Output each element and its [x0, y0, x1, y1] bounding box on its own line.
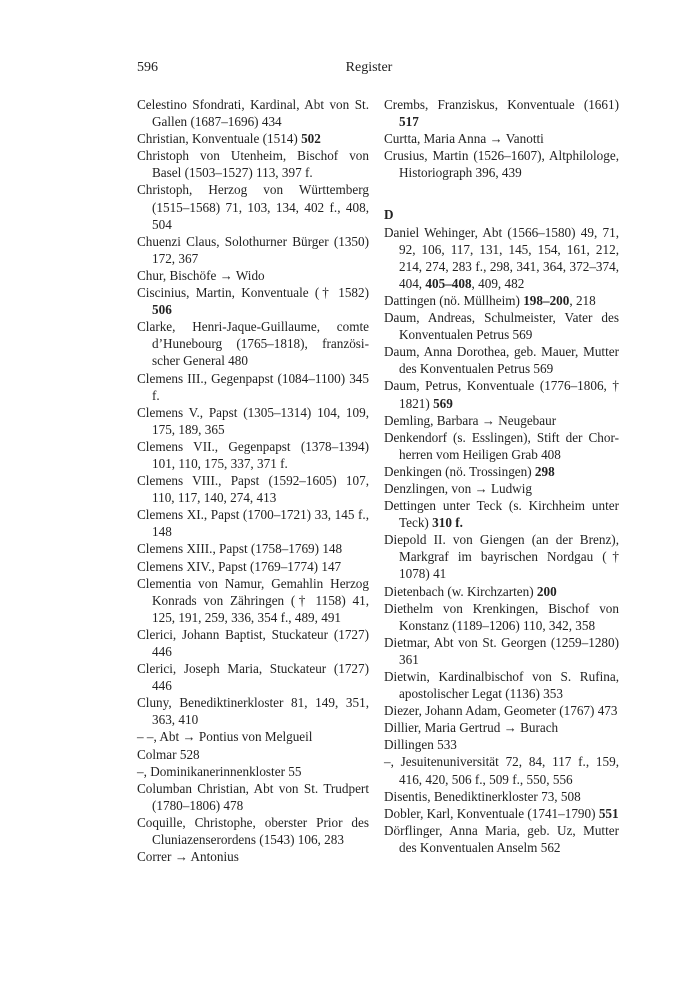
entry-text: – –, Abt → Pontius von Melgueil [137, 729, 313, 745]
entry-text: Dietwin, Kardinalbischof von S. Rufina, apostolischer Legat (1136) 353 [384, 669, 619, 702]
entry-text: Chur, Bischöfe → Wido [137, 267, 265, 283]
entry-text-rest: , 409, 482 [471, 275, 525, 291]
index-entry [384, 822, 619, 856]
index-entry [137, 181, 369, 232]
entry-text: Christoph von Utenheim, Bischof von Basel (1503–1527) 113, 397 f. [137, 148, 369, 181]
entry-text: Denkingen (nö. Trossingen) [384, 463, 535, 479]
index-entry [384, 480, 619, 497]
page-number: 596 [137, 60, 158, 75]
index-entry [137, 267, 369, 284]
entry-text: Denzlingen, von → Ludwig [384, 480, 532, 496]
index-entry [137, 370, 369, 404]
entry-text: Daum, Anna Dorothea, geb. Mauer, Mutter des Konventualen Petrus 569 [384, 344, 619, 377]
index-entry [137, 746, 369, 763]
entry-text: Celestino Sfondrati, Kardinal, Abt von St. Gallen (1687–1696) 434 [137, 97, 369, 130]
entry-main-page: 517 [399, 114, 419, 130]
index-entry [384, 377, 619, 411]
index-entry [137, 660, 369, 694]
index-entry [384, 719, 619, 736]
index-entry [137, 404, 369, 438]
entry-text: Clarke, Henri-Jaque-Guillaume, comte d’Hunebourg (1765–1818), französi-scher General 480 [137, 319, 369, 369]
entry-text-rest: , 218 [569, 292, 596, 308]
index-entry [137, 763, 369, 780]
entry-text: Dobler, Karl, Konventuale (1741–1790) [384, 805, 599, 821]
entry-main-page: 506 [152, 302, 172, 318]
entry-text: Clemens VIII., Papst (1592–1605) 107, 110, 117, 140, 274, 413 [137, 473, 369, 506]
entry-text: Clemens XI., Papst (1700–1721) 33, 145 f., 148 [137, 507, 369, 540]
entry-text: Crusius, Martin (1526–1607), Altphilologe, Historiograph 396, 439 [384, 148, 619, 181]
entry-text: Clemens III., Gegenpapst (1084–1100) 345 f. [137, 370, 369, 403]
entry-text: Clementia von Namur, Gemahlin Herzog Konrads von Zähringen († 1158) 41, 125, 191, 259, 336, 354 f., 489, 491 [137, 575, 369, 625]
index-entry [137, 728, 369, 745]
entry-text: Diepold II. von Giengen (an der Brenz), Markgraf im bayrischen Nordgau († 1078) 41 [384, 532, 619, 582]
entry-text: Coquille, Christophe, oberster Prior des Cluniazenserordens (1543) 106, 283 [137, 814, 369, 848]
entry-text: Diethelm von Krenkingen, Bischof von Konstanz (1189–1206) 110, 342, 358 [384, 600, 619, 633]
index-entry [137, 506, 369, 540]
index-entry [384, 429, 619, 463]
entry-text: Colmar 528 [137, 746, 200, 762]
index-entry [137, 575, 369, 626]
entry-text: Daniel Wehinger, Abt (1566–1580) 49, 71, 92, 106, 117, 131, 145, 154, 161, 212, 214, 274, 283 f., 298, 341, 364, 372–374, 404, [384, 224, 619, 291]
entry-main-page: 551 [598, 805, 619, 821]
index-entries-c [384, 96, 619, 181]
index-entry [137, 540, 369, 557]
index-entry [384, 309, 619, 343]
index-entry [137, 438, 369, 472]
entry-main-page: 198–200 [523, 292, 570, 308]
entry-main-page: 569 [433, 395, 453, 411]
entry-text: Curtta, Maria Anna → Vanotti [384, 131, 544, 147]
entry-text: Columban Christian, Abt von St. Trudpert (1780–1806) 478 [137, 780, 369, 813]
index-entry [137, 626, 369, 660]
index-entry [384, 788, 619, 805]
index-entry [137, 130, 369, 147]
entry-text: Christian, Konventuale (1514) [137, 131, 302, 147]
index-column-right [384, 96, 619, 856]
entry-text: Chuenzi Claus, Solothurner Bürger (1350) 172, 367 [137, 233, 369, 266]
entry-text: Clemens V., Papst (1305–1314) 104, 109, 175, 189, 365 [137, 404, 369, 437]
entry-text: Daum, Andreas, Schulmeister, Vater des Konventualen Petrus 569 [384, 310, 619, 343]
index-entry [137, 558, 369, 575]
index-entry [384, 805, 619, 822]
entry-text: Diezer, Johann Adam, Geometer (1767) 473 [384, 703, 618, 719]
index-entry [137, 780, 369, 814]
entry-text: Ciscinius, Martin, Konventuale († 1582) [137, 285, 369, 301]
entry-text: Crembs, Franziskus, Konventuale (1661) [384, 97, 619, 112]
entry-main-page: 502 [301, 131, 321, 147]
index-entry [137, 694, 369, 728]
entry-text: Correr → Antonius [137, 849, 239, 865]
entry-text: Christoph, Herzog von Württemberg (1515–1568) 71, 103, 134, 402 f., 408, 504 [137, 182, 369, 232]
index-entry [384, 753, 619, 787]
index-entry [384, 583, 619, 600]
index-entries-d [384, 224, 619, 856]
index-entry [384, 412, 619, 429]
index-entry [137, 96, 369, 130]
section-spacer [384, 181, 619, 206]
entry-text: Daum, Petrus, Konventuale (1776–1806, † 1821) [384, 378, 619, 411]
entry-text: Dillingen 533 [384, 737, 457, 753]
index-entry [137, 233, 369, 267]
index-entry [384, 463, 619, 480]
entry-main-page: 310 f. [432, 515, 463, 531]
section-letter-heading: D [384, 207, 394, 223]
entry-text: Clemens VII., Gegenpapst (1378–1394) 101, 110, 175, 337, 371 f. [137, 438, 369, 471]
entry-text: Clemens XIV., Papst (1769–1774) 147 [137, 558, 342, 574]
index-entry [384, 497, 619, 531]
entry-text: Dillier, Maria Gertrud → Burach [384, 720, 559, 736]
entry-text: Dettingen unter Teck (s. Kirchheim unter Teck) [384, 498, 619, 531]
index-entry [137, 318, 369, 369]
entry-text: Dattingen (nö. Müllheim) [384, 292, 524, 308]
index-entry [384, 736, 619, 753]
index-entry [384, 343, 619, 377]
entry-text: Cluny, Benediktinerkloster 81, 149, 351, 363, 410 [137, 695, 369, 728]
index-entry [384, 292, 619, 309]
index-column-left [137, 96, 369, 865]
index-entry [137, 147, 369, 181]
entry-text: Disentis, Benediktinerkloster 73, 508 [384, 788, 581, 804]
running-title: Register [345, 60, 393, 75]
index-entry [384, 130, 619, 147]
entry-text: Dörflinger, Anna Maria, geb. Uz, Mutter des Konventualen Anselm 562 [384, 822, 619, 855]
index-entry [137, 814, 369, 848]
entry-text: Demling, Barbara → Neugebaur [384, 412, 557, 428]
index-entry [384, 600, 619, 634]
index-entry [137, 284, 369, 318]
entry-text: Clerici, Johann Baptist, Stuckateur (1727) 446 [137, 626, 369, 659]
entry-text: –, Dominikanerinnenkloster 55 [137, 763, 302, 779]
entry-text: Clerici, Joseph Maria, Stuckateur (1727) 446 [137, 661, 369, 694]
entry-text: Dietmar, Abt von St. Georgen (1259–1280) 361 [384, 634, 619, 667]
entry-text: Denkendorf (s. Esslingen), Stift der Chor-herren vom Heiligen Grab 408 [384, 429, 619, 462]
index-entry [384, 531, 619, 582]
index-entry [384, 96, 619, 130]
index-entry [384, 224, 619, 292]
entry-text: Dietenbach (w. Kirchzarten) [384, 583, 537, 599]
index-entry [384, 702, 619, 719]
entry-text: –, Jesuitenuniversität 72, 84, 117 f., 159, 416, 420, 506 f., 509 f., 550, 556 [384, 754, 619, 787]
index-entry [384, 634, 619, 668]
entry-main-page: 298 [534, 463, 555, 479]
entry-text: Clemens XIII., Papst (1758–1769) 148 [137, 541, 343, 557]
index-entry [384, 147, 619, 181]
index-entry [137, 472, 369, 506]
page-header [137, 60, 601, 80]
index-entry [384, 668, 619, 702]
entry-main-page: 405–408 [425, 275, 472, 291]
entry-main-page: 200 [536, 583, 557, 599]
index-entry [137, 848, 369, 865]
